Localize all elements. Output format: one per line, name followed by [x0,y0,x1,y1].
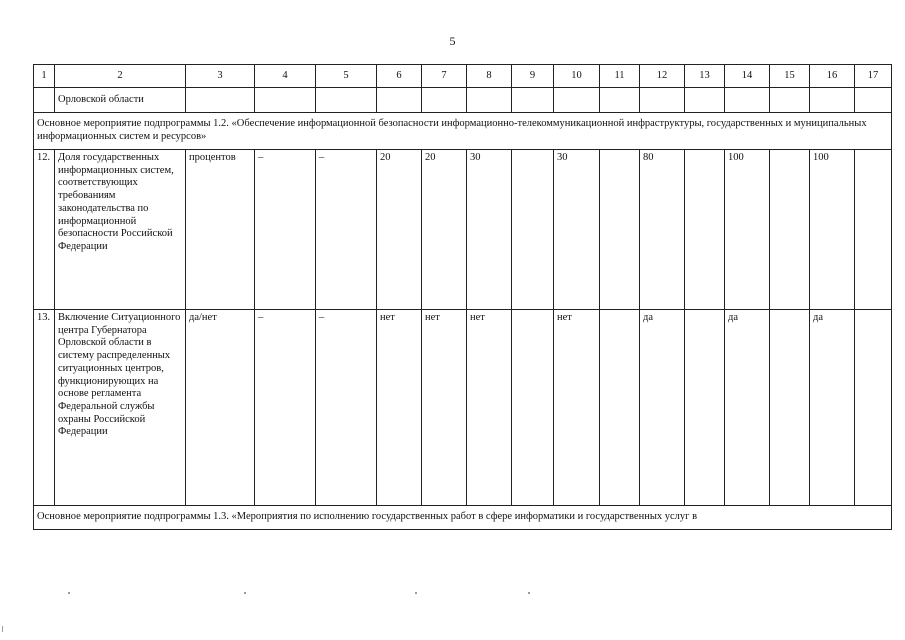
value-cell [770,150,810,310]
table-cell [467,88,512,113]
table-cell [640,88,685,113]
table-cell [855,88,892,113]
value-cell: 80 [640,150,685,310]
column-header: 9 [512,65,554,88]
continuation-row [34,88,892,113]
table-cell [512,88,554,113]
value-cell: 100 [810,150,855,310]
table-cell [34,88,55,113]
table-row [34,150,892,310]
value-cell: – [316,150,377,310]
section-row-1-3 [34,506,892,530]
column-header: 4 [255,65,316,88]
column-header: 17 [855,65,892,88]
table-cell [186,88,255,113]
value-cell: 20 [422,150,467,310]
value-cell [685,310,725,506]
column-header: 2 [55,65,186,88]
table-cell [770,88,810,113]
indicators-table [33,64,892,530]
section-heading: Основное мероприятие подпрограммы 1.2. «Обеспечение информационной безопасности информационно-телекоммуникационной инфраструктуры, государственных и муниципальных информационных систем и ресурсов» [34,113,892,150]
column-header: 14 [725,65,770,88]
row-number: 12. [34,150,55,310]
value-cell [685,150,725,310]
value-cell [855,310,892,506]
indicator-name-cell: Орловской области [55,88,186,113]
column-header: 15 [770,65,810,88]
value-cell [770,310,810,506]
column-header: 3 [186,65,255,88]
value-cell [600,150,640,310]
scan-speck [415,592,417,594]
table-cell [725,88,770,113]
section-row-1-2 [34,113,892,150]
value-cell: – [316,310,377,506]
unit-cell: да/нет [186,310,255,506]
table-cell [422,88,467,113]
table-cell [377,88,422,113]
value-cell: нет [554,310,600,506]
column-header: 11 [600,65,640,88]
value-cell: да [810,310,855,506]
scan-speck [2,626,3,632]
table-cell [316,88,377,113]
value-cell: 20 [377,150,422,310]
value-cell: да [640,310,685,506]
scan-speck [68,592,70,594]
scan-speck [244,592,246,594]
unit-cell: процентов [186,150,255,310]
value-cell: нет [422,310,467,506]
value-cell [600,310,640,506]
indicator-name-cell: Доля государственных информационных систем, соответствующих требованиям законодательства по информационной безопасности Российской Федерации [55,150,186,310]
column-header: 13 [685,65,725,88]
column-header: 1 [34,65,55,88]
value-cell: да [725,310,770,506]
column-header: 6 [377,65,422,88]
column-header: 8 [467,65,512,88]
column-header: 7 [422,65,467,88]
value-cell [512,310,554,506]
value-cell [512,150,554,310]
table-cell [810,88,855,113]
value-cell: нет [377,310,422,506]
column-header: 5 [316,65,377,88]
page-number: 5 [449,34,456,48]
value-cell: 100 [725,150,770,310]
section-heading: Основное мероприятие подпрограммы 1.3. «Мероприятия по исполнению государственных работ в сфере информатики и государственных услуг в [34,506,892,530]
column-header: 16 [810,65,855,88]
row-number: 13. [34,310,55,506]
table-cell [600,88,640,113]
value-cell: нет [467,310,512,506]
scan-speck [528,592,530,594]
table-header-row [34,65,892,88]
table-cell [255,88,316,113]
column-header: 10 [554,65,600,88]
value-cell: – [255,150,316,310]
value-cell: 30 [467,150,512,310]
value-cell: – [255,310,316,506]
value-cell: 30 [554,150,600,310]
value-cell [855,150,892,310]
table-cell [685,88,725,113]
table-cell [554,88,600,113]
table-row [34,310,892,506]
indicator-name-cell: Включение Ситуационного центра Губернатора Орловской области в систему распределенных ситуационных центров, функционирующих на основе регламента Федеральной службы охраны Российской Федерации [55,310,186,506]
column-header: 12 [640,65,685,88]
